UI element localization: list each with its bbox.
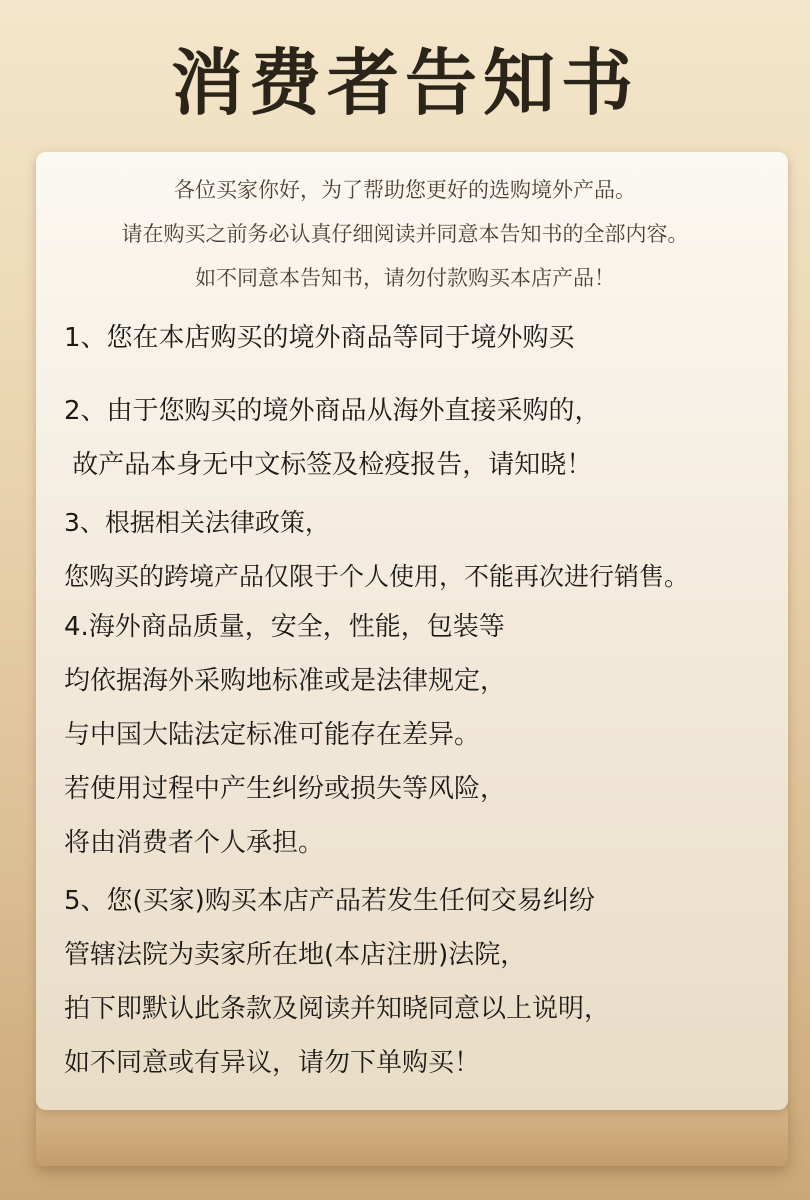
notice-item-3 bbox=[64, 496, 764, 604]
notice-line: 1、您在本店购买的境外商品等同于境外购买 bbox=[64, 323, 575, 353]
notice-line: 如不同意或有异议，请勿下单购买！ bbox=[64, 1048, 481, 1078]
notice-line: 5、您(买家)购买本店产品若发生任何交易纠纷 bbox=[64, 886, 595, 916]
notice-item-2 bbox=[64, 384, 764, 492]
notice-line: 故产品本身无中文标签及检疫报告，请知晓！ bbox=[64, 450, 593, 480]
notice-line: 与中国大陆法定标准可能存在差异。 bbox=[64, 720, 481, 750]
intro-line: 如不同意本告知书，请勿付款购买本店产品！ bbox=[195, 266, 615, 290]
notice-line: 3、根据相关法律政策， bbox=[64, 508, 330, 537]
notice-line: 拍下即默认此条款及阅读并知晓同意以上说明， bbox=[64, 994, 611, 1024]
intro-line: 请在购买之前务必认真仔细阅读并同意本告知书的全部内容。 bbox=[121, 222, 689, 246]
notice-line: 将由消费者个人承担。 bbox=[64, 828, 325, 858]
intro-line: 各位买家你好，为了帮助您更好的选购境外产品。 bbox=[174, 178, 636, 202]
card-base-shadow bbox=[36, 1104, 788, 1166]
notice-item-1 bbox=[64, 316, 764, 360]
notice-item-4 bbox=[64, 600, 764, 870]
notice-line: 4.海外商品质量，安全，性能，包装等 bbox=[64, 612, 505, 642]
intro-block bbox=[0, 168, 810, 300]
notice-line: 若使用过程中产生纠纷或损失等风险， bbox=[64, 774, 507, 804]
notice-line: 您购买的跨境产品仅限于个人使用，不能再次进行销售。 bbox=[64, 562, 690, 591]
notice-item-5 bbox=[64, 874, 764, 1090]
page-title: 消费者告知书 bbox=[170, 41, 639, 125]
notice-line: 2、由于您购买的境外商品从海外直接采购的， bbox=[64, 396, 601, 426]
notice-line: 均依据海外采购地标准或是法律规定， bbox=[64, 666, 507, 696]
notice-line: 管辖法院为卖家所在地(本店注册)法院， bbox=[64, 940, 527, 970]
